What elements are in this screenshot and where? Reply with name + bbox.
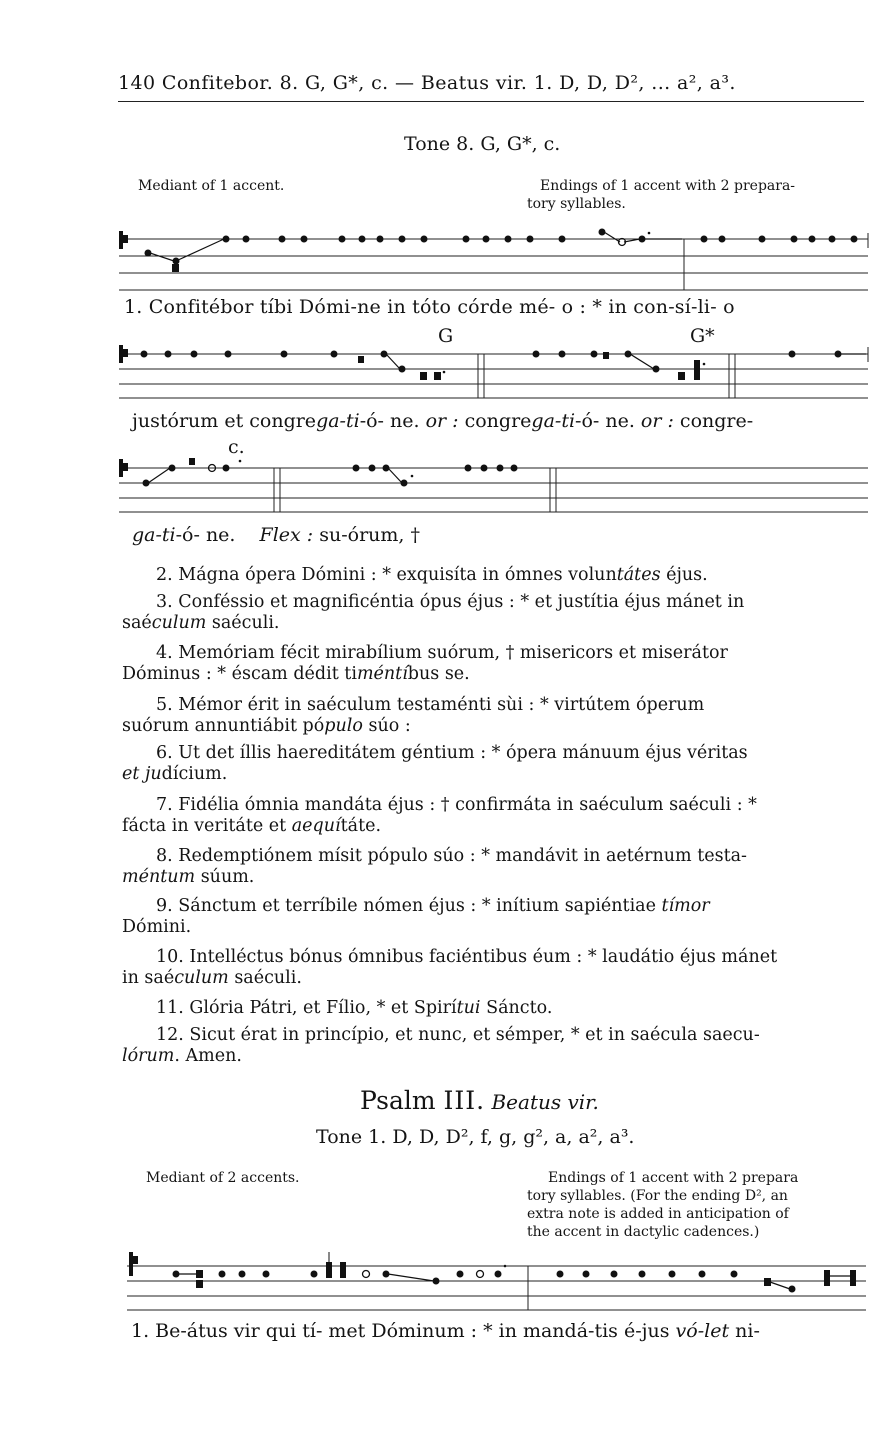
staff-3: [116, 456, 872, 514]
verse-10: 10. Intelléctus bónus ómnibus faciéntibus éum : * laudátio éjus mánet in saéculum saéculi.: [122, 947, 778, 988]
header-rule: [118, 101, 864, 102]
verse-2: 2. Mágna ópera Dómini : * exquisíta in ómnes voluntátes éjus.: [156, 565, 708, 585]
tone8-endings-label-2: tory syllables.: [527, 196, 626, 212]
psalm-111-mediant-label: Mediant of 2 accents.: [146, 1170, 300, 1186]
staff-1: [116, 226, 872, 296]
tone8-lyrics-1: 1. Confitébor tíbi Dómi-ne in tóto córde mé- o : * in con-sí-li- o: [124, 296, 735, 318]
ending-label-g: G: [438, 325, 454, 347]
verse-6: 6. Ut det íllis haereditátem géntium : * ópera mánuum éjus véritas et judícium.: [122, 743, 748, 784]
psalm-111-endings-3: extra note is added in anticipation of: [527, 1206, 789, 1222]
psalm-111-tone: Tone 1. D, D, D², f, g, g², a, a², a³.: [316, 1126, 635, 1148]
tone8-endings-label-1: Endings of 1 accent with 2 prepara-: [540, 178, 796, 194]
verse-8: 8. Redemptiónem mísit pópulo súo : * mandávit in aetérnum testa- méntum súum.: [122, 846, 747, 887]
tone8-lyrics-2: justórum et congrega-ti-ó- ne. or : congrega-ti-ó- ne. or : congre-: [132, 410, 754, 432]
psalm-111-title: Psalm III. Beatus vir.: [360, 1086, 599, 1115]
verse-4: 4. Memóriam fécit mirabílium suórum, † misericors et miserátor Dóminus : * éscam dédit timéntíbus se.: [122, 643, 728, 684]
verse-11: 11. Glória Pátri, et Fílio, * et Spirítui Sáncto.: [156, 998, 553, 1018]
verse-5: 5. Mémor érit in saéculum testaménti sùi : * virtútem óperum suórum annuntiábit pópulo súo :: [122, 695, 705, 736]
verse-12: 12. Sicut érat in princípio, et nunc, et sémper, * et in saécula saecu- lórum. Amen.: [122, 1025, 760, 1066]
verse-3: 3. Conféssio et magnificéntia ópus éjus : * et justítia éjus mánet in saéculum saéculi.: [122, 592, 745, 633]
verse-7: 7. Fidélia ómnia mandáta éjus : † confirmáta in saéculum saéculi : * fácta in veritáte et aequítáte.: [122, 795, 757, 836]
psalm-111-endings-1: Endings of 1 accent with 2 prepara: [548, 1170, 799, 1186]
verse-9: 9. Sánctum et terríbile nómen éjus : * inítium sapiéntiae tímor Dómini.: [122, 896, 710, 937]
ending-label-c: c.: [228, 436, 245, 458]
psalm-111-endings-4: the accent in dactylic cadences.): [527, 1224, 760, 1240]
ending-label-g-star: G*: [690, 325, 715, 347]
psalm-111-endings-2: tory syllables. (For the ending D², an: [527, 1188, 788, 1204]
tone8-lyrics-3: ga-ti-ó- ne. Flex : su-órum, †: [132, 524, 420, 546]
staff-2: [116, 342, 872, 400]
tone8-mediant-label: Mediant of 1 accent.: [138, 178, 285, 194]
psalm-111-lyrics-1: 1. Be-átus vir qui tí- met Dóminum : * in mandá-tis é-jus vó-let ni-: [131, 1320, 760, 1342]
tone8-title: Tone 8. G, G*, c.: [404, 133, 561, 155]
staff-4: [124, 1252, 868, 1312]
running-head: 140 Confitebor. 8. G, G*, c. — Beatus vir. 1. D, D, D², ... a², a³.: [118, 72, 736, 94]
